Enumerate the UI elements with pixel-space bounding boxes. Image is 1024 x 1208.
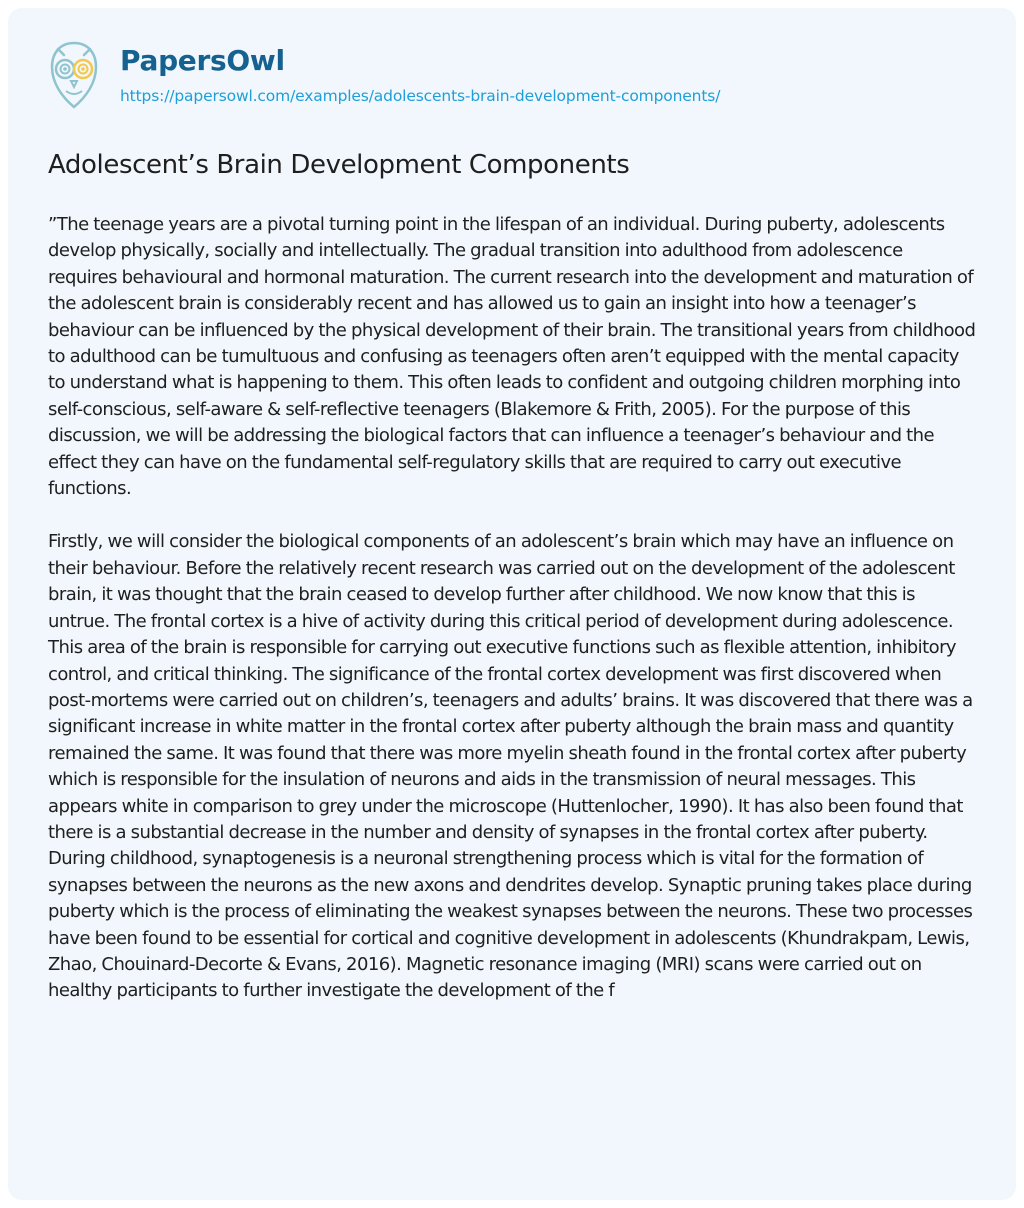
document-title: Adolescent’s Brain Development Components — [48, 150, 630, 180]
brand-name[interactable]: PapersOwl — [120, 44, 285, 77]
site-header — [48, 36, 976, 114]
brand-block — [120, 44, 720, 106]
owl-icon[interactable] — [48, 39, 100, 111]
body-paragraph: ”The teenage years are a pivotal turning point in the lifespan of an individual. During puberty, adolescents develop physically, socially and intellectually. The gradual transition into adulthood from adolescence requires behavioural and hormonal maturation. The current research into the development and maturation of the adolescent brain is considerably recent and has allowed us to gain an insight into how a teenager’s behaviour can be influenced by the physical development of their brain. The transitional years from childhood to adulthood can be tumultuous and confusing as teenagers often aren’t equipped with the mental capacity to understand what is happening to them. This often leads to confident and outgoing children morphing into self-conscious, self-aware & self-reflective teenagers (Blakemore & Frith, 2005). For the purpose of this discussion, we will be addressing the biological factors that can influence a teenager’s behaviour and the effect they can have on the fundamental self-regulatory skills that are required to carry out executive functions. — [48, 214, 976, 500]
document-body — [48, 212, 976, 1005]
document-page — [8, 8, 1016, 1200]
source-url-link[interactable]: https://papersowl.com/examples/adolescents-brain-development-components/ — [120, 87, 721, 105]
body-paragraph: Firstly, we will consider the biological components of an adolescent’s brain which may have an influence on their behaviour. Before the relatively recent research was carried out on the development of the adolescent brain, it was thought that the brain ceased to develop further after childhood. We now know that this is untrue. The frontal cortex is a hive of activity during this critical period of development during adolescence. This area of the brain is responsible for carrying out executive functions such as flexible attention, inhibitory control, and critical thinking. The significance of the frontal cortex development was first discovered when post-mortems were carried out on children’s, teenagers and adults’ brains. It was discovered that there was a significant increase in white matter in the frontal cortex after puberty although the brain mass and quantity remained the same. It was found that there was more myelin sheath found in the frontal cortex after puberty which is responsible for the insulation of neurons and aids in the transmission of neural messages. This appears white in comparison to grey under the microscope (Huttenlocher, 1990). It has also been found that there is a substantial decrease in the number and density of synapses in the frontal cortex after puberty. During childhood, synaptogenesis is a neuronal strengthening process which is vital for the formation of synapses between the neurons as the new axons and dendrites develop. Synaptic pruning takes place during puberty which is the process of eliminating the weakest synapses between the neurons. These two processes have been found to be essential for cortical and cognitive development in adolescents (Khundrakpam, Lewis, Zhao, Chouinard-Decorte & Evans, 2016). Magnetic resonance imaging (MRI) scans were carried out on healthy participants to further investigate the development of the f — [48, 531, 973, 1002]
